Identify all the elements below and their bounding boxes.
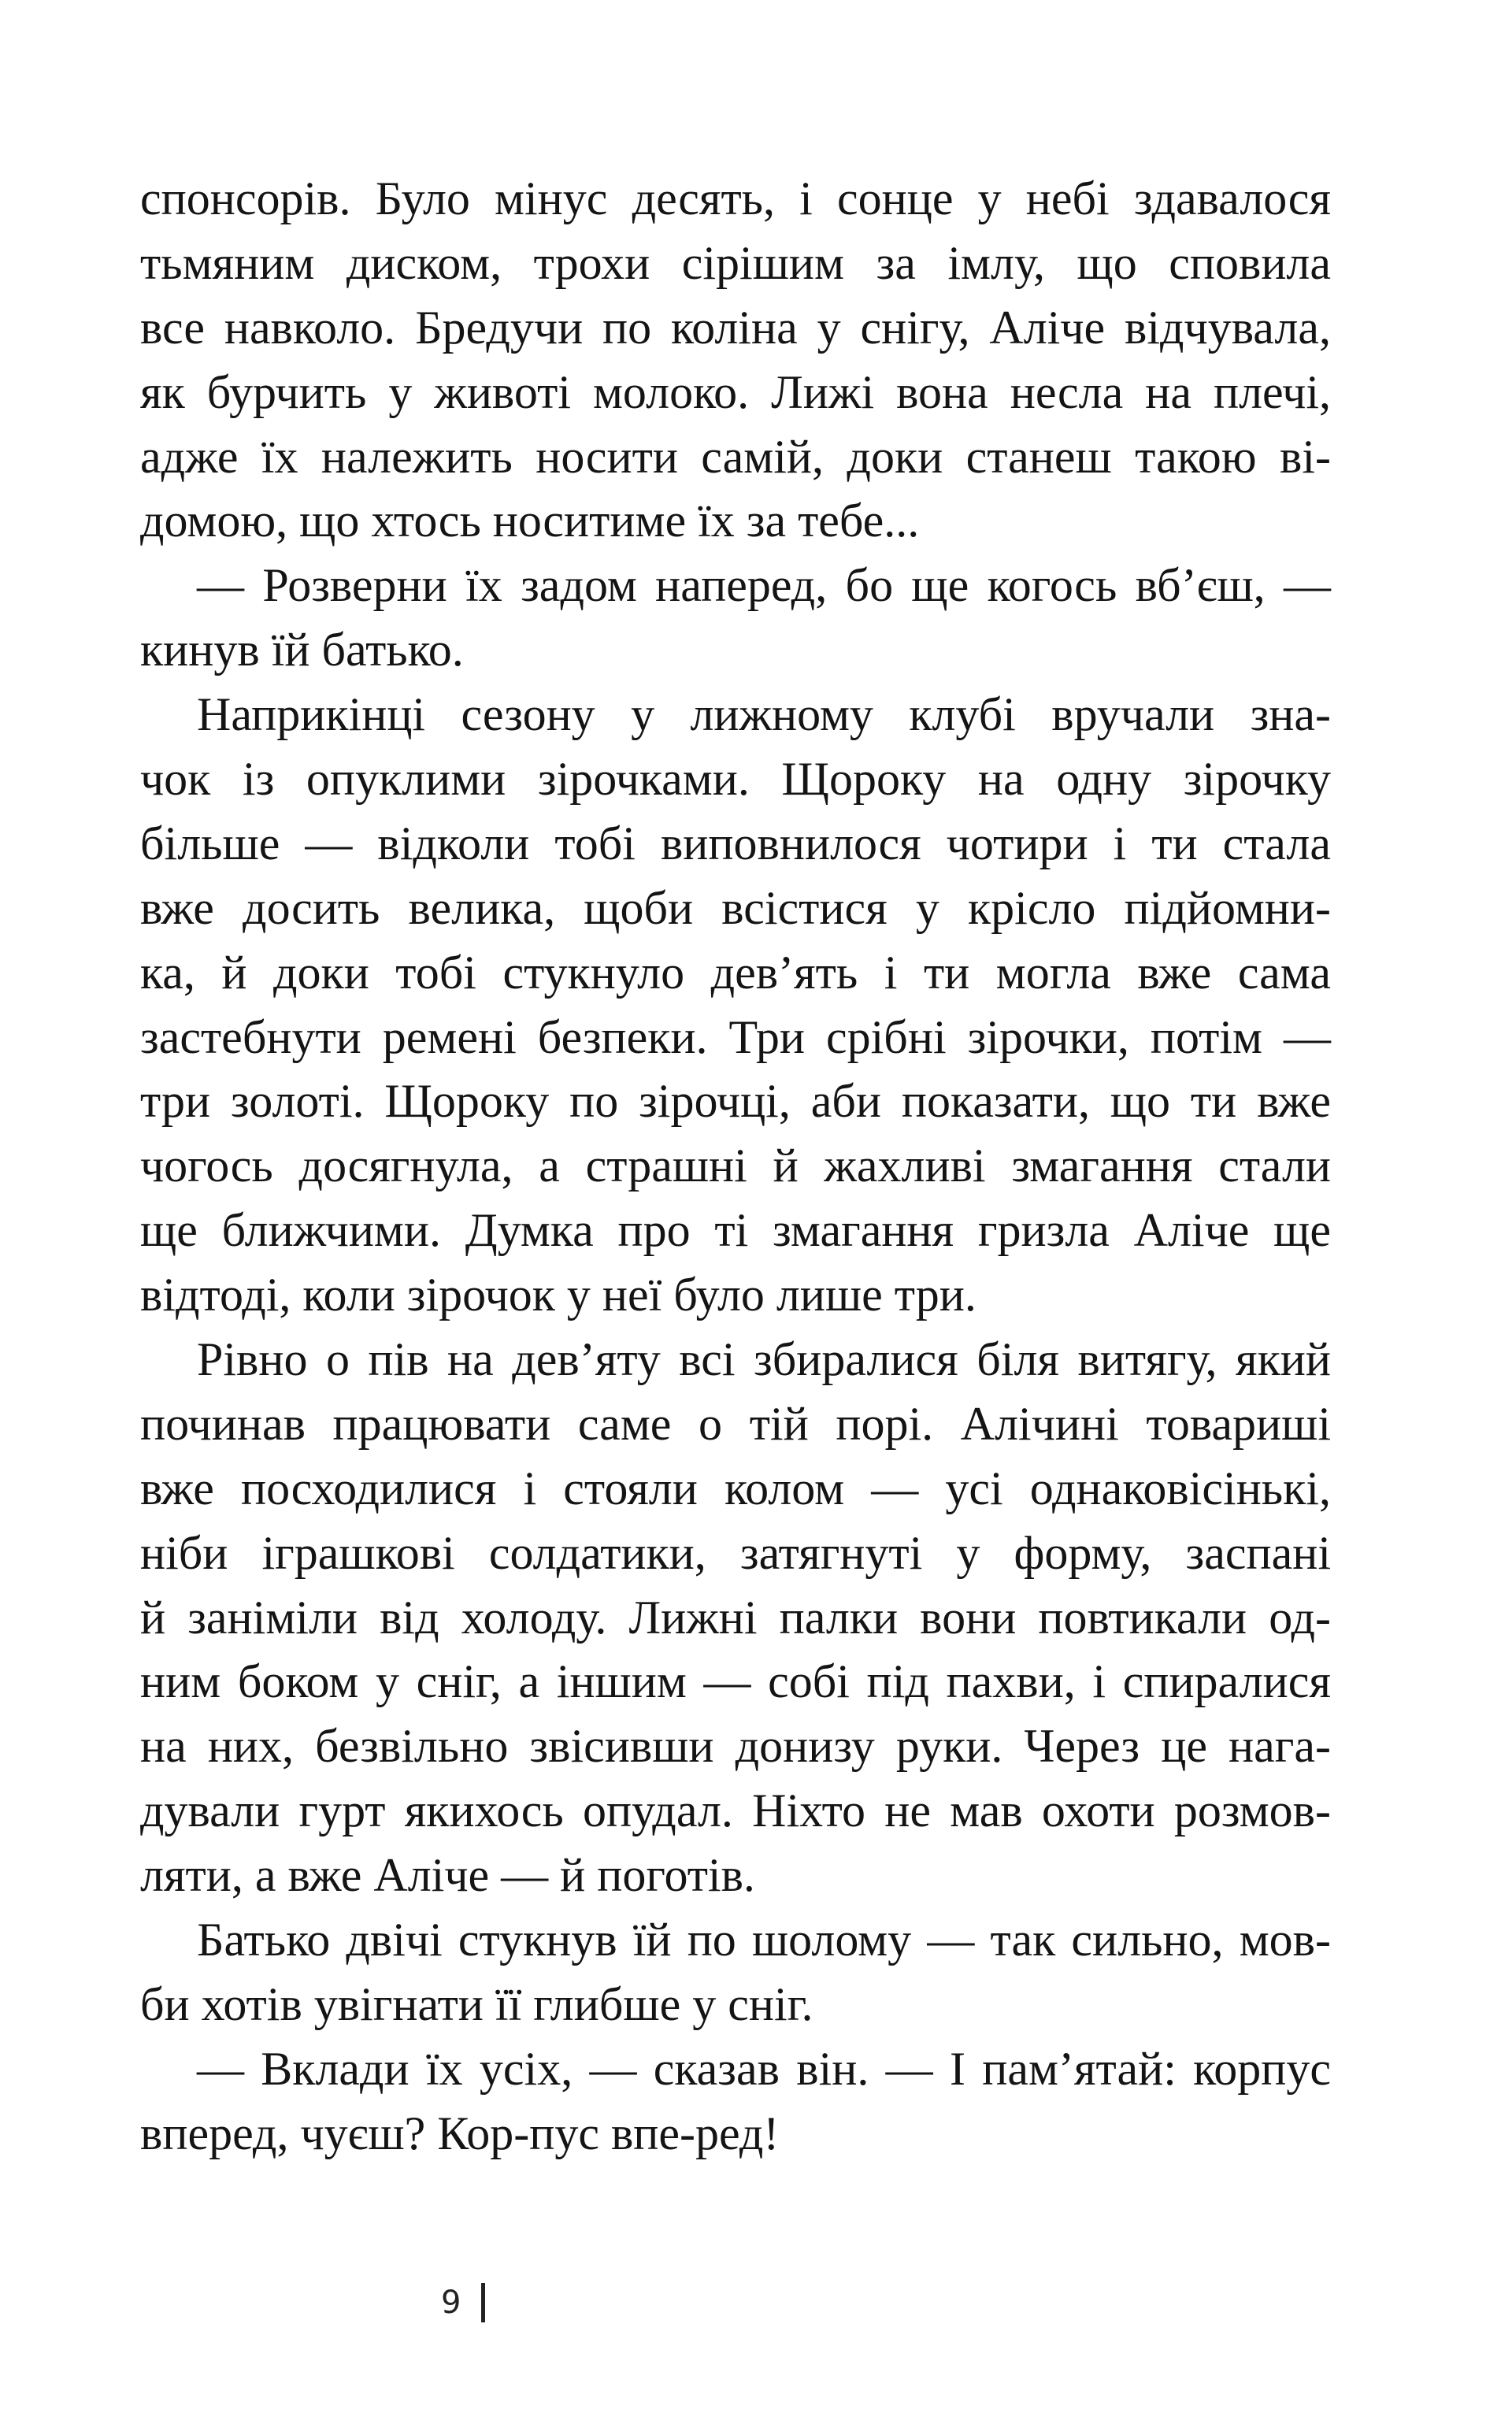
text-line: — Розверни їх задом наперед, бо ще когось вб’єш, —	[197, 559, 1331, 612]
text-line: адже їх належить носити самій, доки станеш такою ві-	[140, 430, 1331, 483]
text-line: кинув їй батько.	[140, 624, 464, 676]
text-line: ним боком у сніг, а іншим — собі під пахви, і спиралися	[140, 1655, 1331, 1708]
text-line: домою, що хтось носитиме їх за тебе...	[140, 495, 920, 547]
text-line: тьмяним диском, трохи сірішим за імлу, що сповила	[140, 236, 1331, 289]
text-line: — Вклади їх усіх, — сказав він. — І пам’ятай: корпус	[197, 2042, 1331, 2095]
text-line: спонсорів. Було мінус десять, і сонце у небі здавалося	[140, 172, 1331, 224]
page-number: 9	[441, 2285, 461, 2321]
page-footer	[441, 2281, 485, 2325]
text-line: три золоті. Щороку по зірочці, аби показати, що ти вже	[140, 1075, 1331, 1128]
text-line: би хотів увігнати її глибше у сніг.	[140, 1977, 813, 2030]
text-line: вже досить велика, щоби всістися у крісло підйомни-	[140, 881, 1331, 934]
text-line: ка, й доки тобі стукнуло дев’ять і ти могла вже сама	[140, 946, 1331, 999]
dialogue-paragraph	[140, 554, 1331, 683]
text-line: чок із опуклими зірочками. Щороку на одну зірочку	[140, 753, 1331, 806]
text-line: ще ближчими. Думка про ті змагання гризла Аліче ще	[140, 1204, 1331, 1257]
text-line: як бурчить у животі молоко. Лижі вона несла на плечі,	[140, 365, 1331, 418]
text-line: починав працювати саме о тій порі. Алічині товариші	[140, 1397, 1331, 1450]
text-line: Рівно о пів на дев’яту всі збиралися біля витягу, який	[197, 1333, 1331, 1386]
body-text	[140, 167, 1331, 2166]
text-line: й заніміли від холоду. Лижні палки вони повтикали од-	[140, 1591, 1331, 1644]
text-line: більше — відколи тобі виповнилося чотири і ти стала	[140, 817, 1331, 869]
text-line: вперед, чуєш? Кор-пус впе-ред!	[140, 2107, 780, 2159]
text-line: все навколо. Бредучи по коліна у снігу, Аліче відчувала,	[140, 301, 1331, 354]
paragraph	[140, 1908, 1331, 2037]
text-line: чогось досягнула, а страшні й жахливі змагання стали	[140, 1140, 1331, 1192]
text-line: вже посходилися і стояли колом — усі однаковісінькі,	[140, 1462, 1331, 1514]
text-line: ляти, а вже Аліче — й поготів.	[140, 1849, 755, 1902]
folio-separator-bar	[481, 2283, 485, 2322]
text-line: Батько двічі стукнув їй по шолому — так сильно, мов-	[197, 1914, 1331, 1966]
text-line: застебнути ремені безпеки. Три срібні зірочки, потім —	[140, 1010, 1331, 1063]
paragraph	[140, 1328, 1331, 1908]
text-line: ніби іграшкові солдатики, затягнуті у форму, заспані	[140, 1526, 1331, 1579]
dialogue-paragraph	[140, 2037, 1331, 2166]
text-line: на них, безвільно звісивши донизу руки. Через це нага-	[140, 1720, 1331, 1773]
text-line: відтоді, коли зірочок у неї було лише три.	[140, 1269, 976, 1321]
paragraph	[140, 683, 1331, 1328]
text-line: Наприкінці сезону у лижному клубі вручали зна-	[197, 688, 1331, 741]
text-line: дували гурт якихось опудал. Ніхто не мав охоти розмов-	[140, 1785, 1331, 1837]
paragraph	[140, 167, 1331, 554]
